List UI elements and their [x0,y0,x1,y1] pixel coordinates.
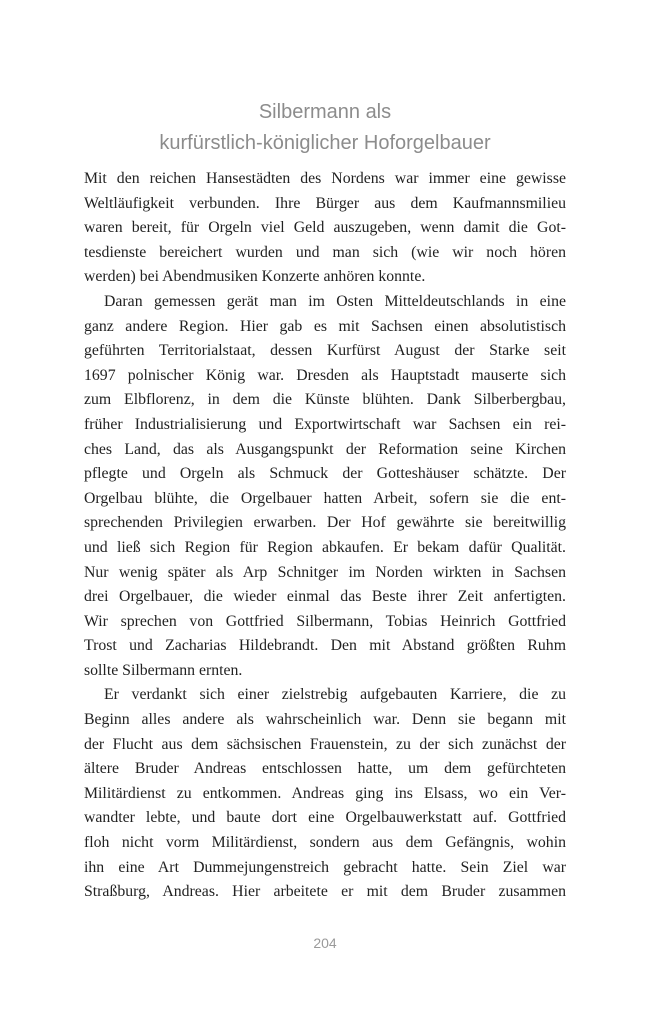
text-line: 1697 polnischer König war. Dresden als Hauptstadt mauserte sich [84,366,566,384]
text-line: ältere Bruder Andreas entschlossen hatte, um dem gefürchteten [84,760,566,778]
text-line: sprechenden Privilegien erwarben. Der Hof gewährte sie bereitwillig [84,514,566,532]
text-line: waren bereit, für Orgeln viel Geld auszugeben, wenn damit die Got- [84,219,566,237]
text-line: tesdienste bereichert wurden und man sich (wie wir noch hören [84,243,566,261]
text-line: ganz andere Region. Hier gab es mit Sachsen einen absolutistisch [84,317,566,335]
text-line: drei Orgelbauer, die wieder einmal das Beste ihrer Zeit anfertigten. [84,588,566,606]
text-line: ihn eine Art Dummejungenstreich gebracht hatte. Sein Ziel war [84,858,566,876]
text-line: Militärdienst zu entkommen. Andreas ging ins Elsass, wo ein Ver- [84,784,566,802]
text-line: pflegte und Orgeln als Schmuck der Gotteshäuser schätzte. Der [84,465,566,483]
text-line: Beginn alles andere als wahrscheinlich war. Denn sie begann mit [84,711,566,729]
chapter-title-line-1: Silbermann als [258,101,392,123]
text-line: der Flucht aus dem sächsischen Frauenstein, zu der sich zunächst der [84,735,566,753]
text-line: Wir sprechen von Gottfried Silbermann, Tobias Heinrich Gottfried [84,612,566,630]
text-line: zum Elbflorenz, in dem die Künste blühten. Dank Silberbergbau, [84,391,566,409]
text-line: Weltläufigkeit verbunden. Ihre Bürger aus dem Kaufmannsmilieu [84,194,566,212]
text-line: früher Industrialisierung und Exportwirtschaft war Sachsen ein rei- [84,415,566,433]
text-line: geführten Territorialstaat, dessen Kurfürst August der Starke seit [84,342,566,360]
chapter-title-line-2: kurfürstlich-königlicher Hoforgelbauer [159,132,491,154]
text-line: Straßburg, Andreas. Hier arbeitete er mit dem Bruder zusammen [84,883,566,901]
text-line: Mit den reichen Hansestädten des Nordens war immer eine gewisse [84,170,566,187]
body-text [84,167,566,905]
text-line: sollte Silbermann ernten. [84,661,243,679]
text-line: Daran gemessen gerät man im Osten Mitteldeutschlands in eine [104,292,566,310]
text-line: Trost und Zacharias Hildebrandt. Den mit Abstand größten Ruhm [84,637,566,655]
page-number: 204 [313,935,337,951]
text-line: ches Land, das als Ausgangspunkt der Reformation seine Kirchen [84,440,566,458]
text-line: Nur wenig später als Arp Schnitger im Norden wirkten in Sachsen [84,563,566,581]
text-line: werden) bei Abendmusiken Konzerte anhören konnte. [84,268,426,286]
text-line: floh nicht vorm Militärdienst, sondern aus dem Gefängnis, wohin [84,834,566,852]
text-line: und ließ sich Region für Region abkaufen. Er bekam dafür Qualität. [84,538,566,556]
text-line: Er verdankt sich einer zielstrebig aufgebauten Karriere, die zu [104,686,566,704]
text-line: Orgelbau blühte, die Orgelbauer hatten Arbeit, sofern sie die ent- [84,489,566,507]
text-line: wandter lebte, und baute dort eine Orgelbauwerkstatt auf. Gottfried [84,809,566,827]
